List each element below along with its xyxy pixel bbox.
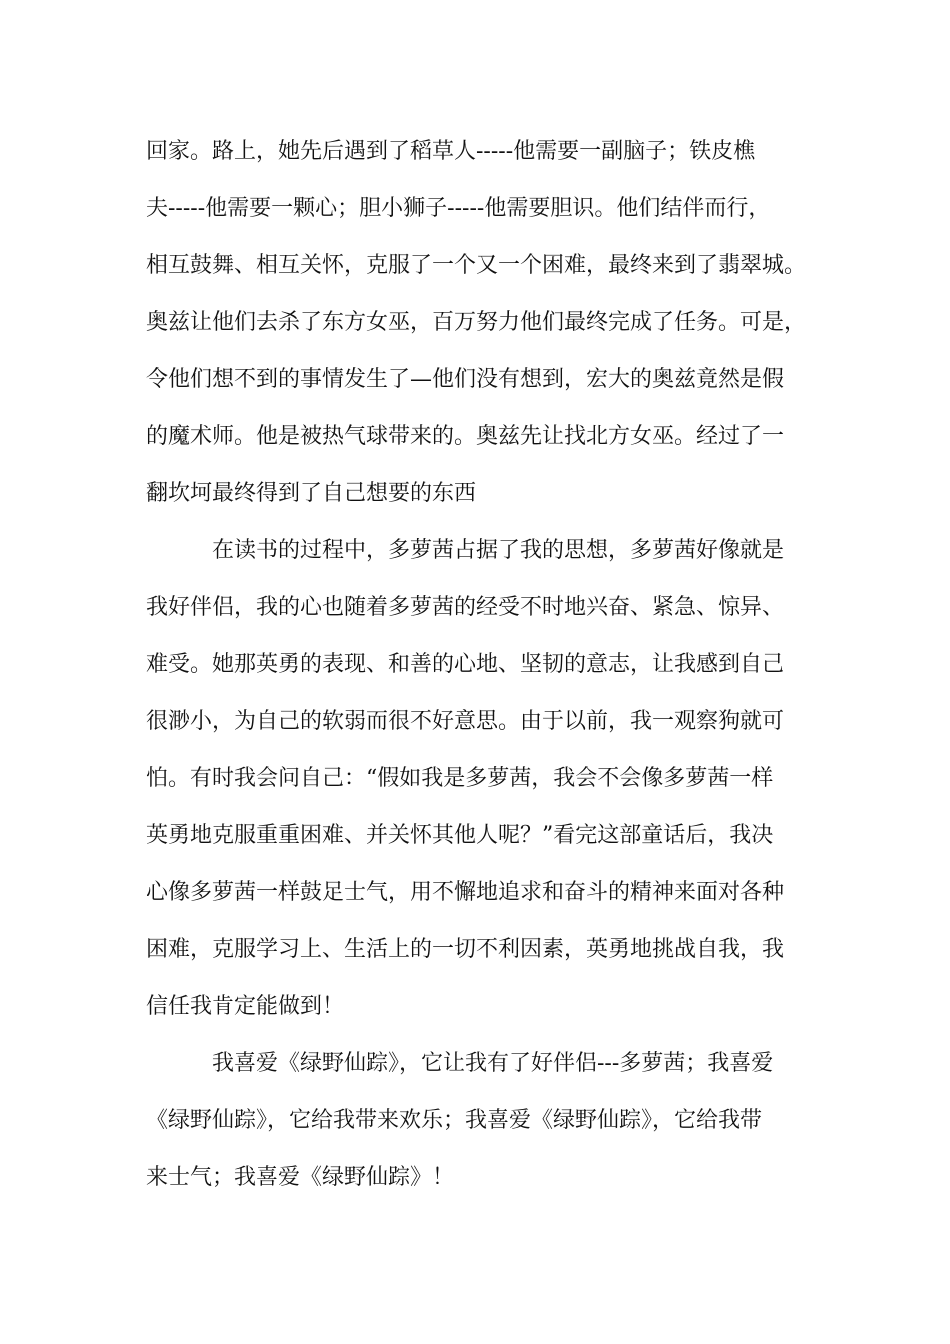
text-line: 来士气；我喜爱《绿野仙踪》！ xyxy=(146,1165,455,1190)
text-line: 困难，克服学习上、生活上的一切不利因素，英勇地挑战自我，我 xyxy=(146,937,785,962)
text-line: 《绿野仙踪》，它给我带来欢乐；我喜爱《绿野仙踪》，它给我带 xyxy=(146,1108,763,1133)
paragraph-1 xyxy=(146,130,826,529)
text-line: 怕。有时我会问自己：“假如我是多萝茜，我会不会像多萝茜一样 xyxy=(146,766,774,791)
text-line: 我好伴侣，我的心也随着多萝茜的经受不时地兴奋、紧急、惊异、 xyxy=(146,595,785,620)
text-line: 难受。她那英勇的表现、和善的心地、坚韧的意志，让我感到自己 xyxy=(146,652,785,677)
paragraph-2 xyxy=(146,529,826,1042)
text-line: 我喜爱《绿野仙踪》，它让我有了好伴侣---多萝茜；我喜爱 xyxy=(212,1051,774,1076)
text-line: 奥兹让他们去杀了东方女巫，百万努力他们最终完成了任务。可是， xyxy=(146,310,807,335)
text-line: 令他们想不到的事情发生了—他们没有想到，宏大的奥兹竟然是假 xyxy=(146,367,785,392)
text-line: 在读书的过程中，多萝茜占据了我的思想，多萝茜好像就是 xyxy=(212,538,785,563)
text-line: 心像多萝茜一样鼓足士气，用不懈地追求和奋斗的精神来面对各种 xyxy=(146,880,785,905)
document-body xyxy=(146,130,826,1213)
text-line: 的魔术师。他是被热气球带来的。奥兹先让找北方女巫。经过了一 xyxy=(146,424,785,449)
text-line: 翻坎坷最终得到了自己想要的东西 xyxy=(146,481,477,506)
text-line: 夫-----他需要一颗心；胆小狮子-----他需要胆识。他们结伴而行， xyxy=(146,196,771,221)
text-line: 相互鼓舞、相互关怀，克服了一个又一个困难，最终来到了翡翠城。 xyxy=(146,253,807,278)
text-line: 信任我肯定能做到！ xyxy=(146,994,345,1019)
paragraph-3 xyxy=(146,1042,826,1213)
text-line: 很渺小，为自己的软弱而很不好意思。由于以前，我一观察狗就可 xyxy=(146,709,785,734)
text-line: 英勇地克服重重困难、并关怀其他人呢？”看完这部童话后，我决 xyxy=(146,823,774,848)
text-line: 回家。路上，她先后遇到了稻草人-----他需要一副脑子；铁皮樵 xyxy=(146,139,756,164)
